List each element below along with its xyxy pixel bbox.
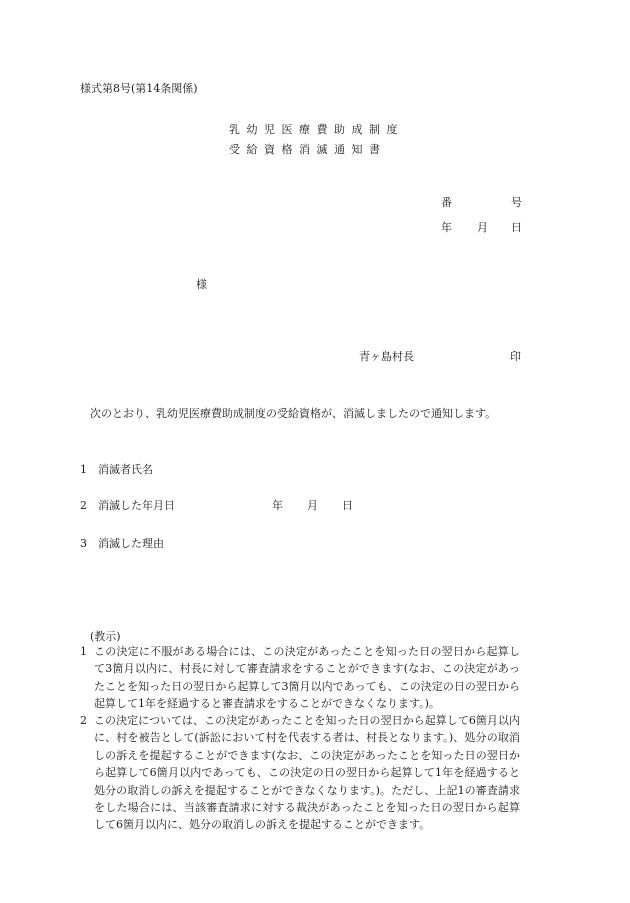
notice-text: この決定については、この決定があったことを知った日の翌日から起算して6箇月以内に、村を被告として(訴訟において村を代表する者は、村長となります。)、処分の取消しの訴えを提起することができます(なお、この決定があったことを知った日の翌日から起算して6箇月以内であっても、この決定の日の翌日から起算して1年を経過すると処分の取消しの訴えを提起することができなくなります。)。ただし、上記1の審査請求をした場合には、当該審査請求に対する裁決があったことを知った日の翌日から起算して6箇月以内に、処分の取消しの訴えを提起することができます。 bbox=[94, 714, 520, 832]
item-label: 消滅した理由 bbox=[98, 537, 164, 550]
seal-mark: 印 bbox=[510, 350, 521, 363]
doc-number-suffix: 号 bbox=[511, 196, 522, 209]
item-number: 2 bbox=[80, 499, 87, 512]
item-number: 1 bbox=[80, 463, 87, 476]
item-label: 消滅した年月日 bbox=[98, 499, 175, 512]
issue-date-year-label: 年 bbox=[441, 221, 452, 234]
notice-paragraph-1 bbox=[80, 643, 520, 713]
issuer-name: 青ヶ島村長 bbox=[359, 350, 414, 363]
document-title-line2: 受給資格消滅通知書 bbox=[229, 143, 387, 156]
item-lapsed-person-name bbox=[80, 461, 153, 477]
notice-number: 2 bbox=[80, 714, 87, 727]
lapse-date-month-label: 月 bbox=[307, 499, 318, 512]
item-lapse-reason bbox=[80, 535, 164, 551]
notice-heading: (教示) bbox=[90, 630, 121, 643]
notification-body: 次のとおり、乳幼児医療費助成制度の受給資格が、消滅しましたので通知します。 bbox=[90, 407, 497, 420]
doc-number-label: 番 bbox=[441, 196, 452, 209]
item-label: 消滅者氏名 bbox=[98, 463, 153, 476]
lapse-date-day-label: 日 bbox=[342, 499, 353, 512]
recipient-honorific: 様 bbox=[196, 278, 207, 291]
issue-date-month-label: 月 bbox=[477, 221, 488, 234]
item-number: 3 bbox=[80, 537, 87, 550]
notice-paragraph-2 bbox=[80, 712, 520, 834]
issue-date-day-label: 日 bbox=[511, 221, 522, 234]
item-lapse-date bbox=[80, 497, 175, 513]
notice-number: 1 bbox=[80, 645, 87, 658]
notice-text: この決定に不服がある場合には、この決定があったことを知った日の翌日から起算して3箇月以内に、村長に対して審査請求をすることができます(なお、この決定があったことを知った日の翌日から起算して3箇月以内であっても、この決定の日の翌日から起算して1年を経過すると審査請求をすることができなくなります。)。 bbox=[94, 645, 520, 711]
lapse-date-year-label: 年 bbox=[272, 499, 283, 512]
form-number: 様式第8号(第14条関係) bbox=[80, 82, 198, 95]
document-title-line1: 乳幼児医療費助成制度 bbox=[229, 123, 404, 136]
